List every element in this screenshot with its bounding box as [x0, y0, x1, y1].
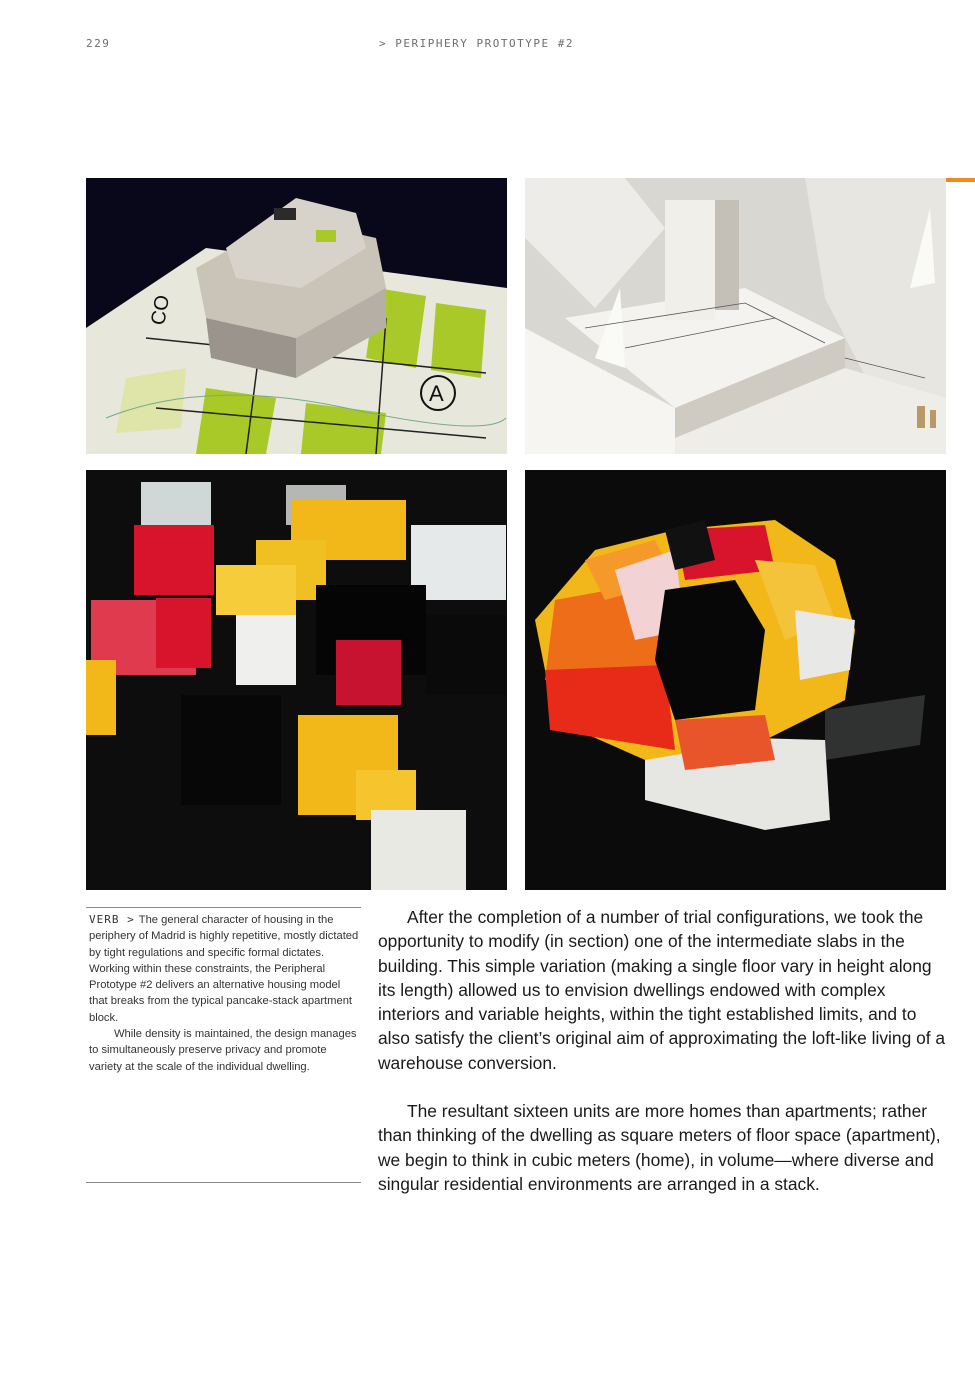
body-paragraph-2: The resultant sixteen units are more homes than apartments; rather than thinking of the dwelling as square meters of floor space (apartment), we begin to think in cubic meters (home), in volume—where diverse and singular residential environments are arranged in a stack.	[378, 1101, 941, 1194]
caption-top-rule	[86, 907, 361, 908]
plan-label-a: A	[429, 381, 444, 406]
photo-cardboard-model	[86, 178, 507, 454]
caption-paragraph-1	[89, 912, 361, 1026]
plan-label-co: CO	[147, 293, 175, 327]
caption-bottom-rule	[86, 1182, 361, 1183]
running-header: > PERIPHERY PROTOTYPE #2	[379, 37, 574, 50]
caption-text-1: The general character of housing in the periphery of Madrid is highly repetitive, mostly dictated by tight regulations and specific formal dictates. Working within these constraints, the Peripheral Prototype #2 delivers an alternative housing model that breaks from the typical pancake-stack apartment block.	[89, 914, 359, 1024]
section-tab-marker	[946, 178, 975, 182]
page-number: 229	[86, 37, 111, 50]
photo-interior-section-model	[525, 178, 946, 454]
caption-paragraph-2: While density is maintained, the design manages to simultaneously preserve privacy and promote variety at the scale of the individual dwelling.	[89, 1028, 357, 1073]
figure-caption	[89, 912, 361, 1075]
caption-label: VERB >	[89, 913, 135, 926]
photo-resin-blocks-stacked	[525, 470, 946, 890]
body-text	[378, 905, 950, 1196]
body-paragraph-1: After the completion of a number of trial configurations, we took the opportunity to modify (in section) one of the intermediate slabs in the building. This simple variation (making a single floor vary in height along its length) allowed us to envision dwellings endowed with complex interiors and variable heights, within the tight established limits, and to also satisfy the client’s original aim of approximating the loft-like living of a warehouse conversion.	[378, 907, 946, 1073]
photo-resin-blocks-scattered	[86, 470, 507, 890]
